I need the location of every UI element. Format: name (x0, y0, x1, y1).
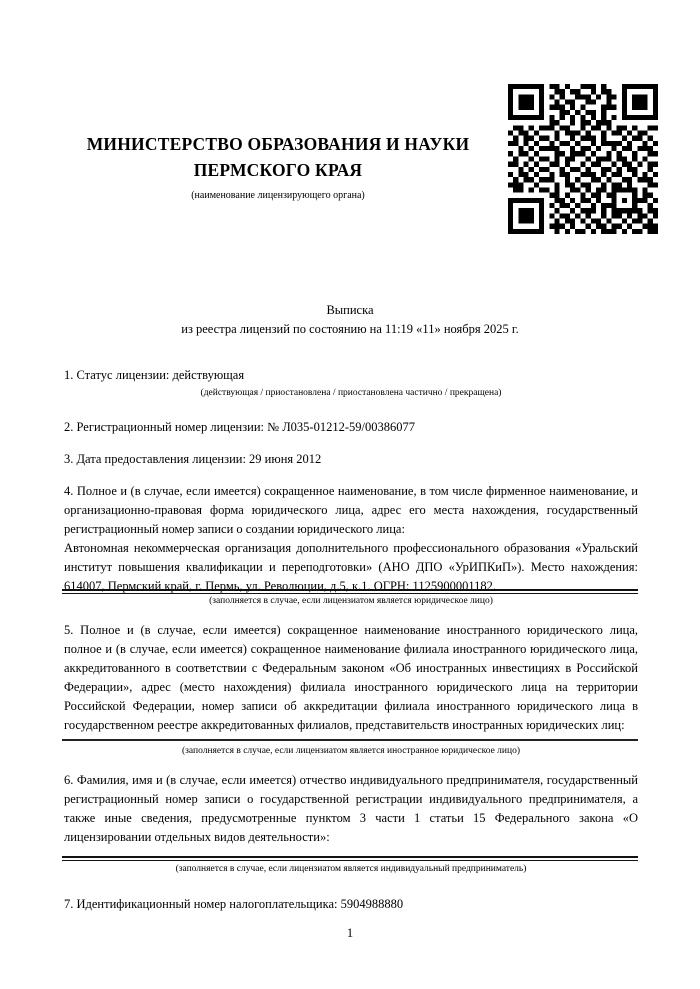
item-5-foreign-entity (64, 621, 638, 735)
licensing-authority-header (62, 131, 494, 203)
item-5-fill-caption: (заполняется в случае, если лицензиатом является иностранное юридическое лицо) (182, 746, 520, 756)
page-number: 1 (346, 926, 354, 940)
document-title (0, 301, 700, 339)
item-7-taxpayer-id: 7. Идентификационный номер налогоплательщика: 5904988880 (64, 897, 404, 911)
item-6-label: 6. Фамилия, имя и (в случае, если имеется) отчество индивидуального предпринимателя, государственный регистрационный номер записи о государственной регистрации индивидуального предпринимателя, а также иные сведения, предусмотренные пунктом 3 части 1 статьи 15 Федерального закона «О лицензировании отдельных видов деятельности»: (64, 773, 638, 844)
ministry-name-line2: ПЕРМСКОГО КРАЯ (193, 160, 363, 180)
item-4-separator-line (62, 589, 638, 594)
document-title-line2: из реестра лицензий по состоянию на 11:19 «11» ноября 2025 г. (181, 322, 519, 336)
item-4-value: Автономная некоммерческая организация дополнительного профессионального образования «Уральский институт повышения квалификации и переподготовки» (АНО ДПО «УрИПКиП»). Место нахождения: 614007, Пермский край, г. Пермь, ул. Революции, д.5, к.1. ОГРН: 1125900001182. (64, 541, 638, 593)
item-1-license-status: 1. Статус лицензии: действующая (64, 368, 245, 382)
licensing-authority-caption: (наименование лицензирующего органа) (191, 190, 365, 201)
ministry-name-line1: МИНИСТЕРСТВО ОБРАЗОВАНИЯ И НАУКИ (86, 134, 470, 154)
item-6-separator-line (62, 856, 638, 861)
item-6-fill-caption: (заполняется в случае, если лицензиатом является индивидуальный предприниматель) (175, 864, 527, 874)
item-4-fill-caption: (заполняется в случае, если лицензиатом является юридическое лицо) (209, 596, 493, 606)
item-2-registration-number: 2. Регистрационный номер лицензии: № Л035-01212-59/00386077 (64, 420, 415, 434)
item-5-label: 5. Полное и (в случае, если имеется) сокращенное наименование иностранного юридического лица, полное и (в случае, если имеется) сокращенное наименование филиала иностранного юридического лица, аккредитованного в соответствии с Федеральным законом «Об иностранных инвестициях в Российской Федерации», адрес (место нахождения) филиала иностранного юридического лица на территории Российской Федерации, номер записи об аккредитации филиала иностранного юридического лица в государственном реестре аккредитованных филиалов, представительств иностранных юридических лиц: (64, 623, 638, 732)
item-6-individual-entrepreneur (64, 771, 638, 847)
item-3-license-grant-date: 3. Дата предоставления лицензии: 29 июня 2012 (64, 452, 322, 466)
item-4-label: 4. Полное и (в случае, если имеется) сокращенное наименование, в том числе фирменное наименование, и организационно-правовая форма юридического лица, адрес его места нахождения, государственный регистрационный номер записи о создании юридического лица: (64, 484, 638, 536)
document-title-line1: Выписка (326, 303, 374, 317)
item-5-separator-line (62, 739, 638, 741)
item-4-legal-entity (64, 482, 638, 596)
qr-code (508, 84, 658, 234)
item-1-status-options-caption: (действующая / приостановлена / приостановлена частично / прекращена) (200, 388, 502, 398)
qr-code-svg (508, 84, 658, 234)
